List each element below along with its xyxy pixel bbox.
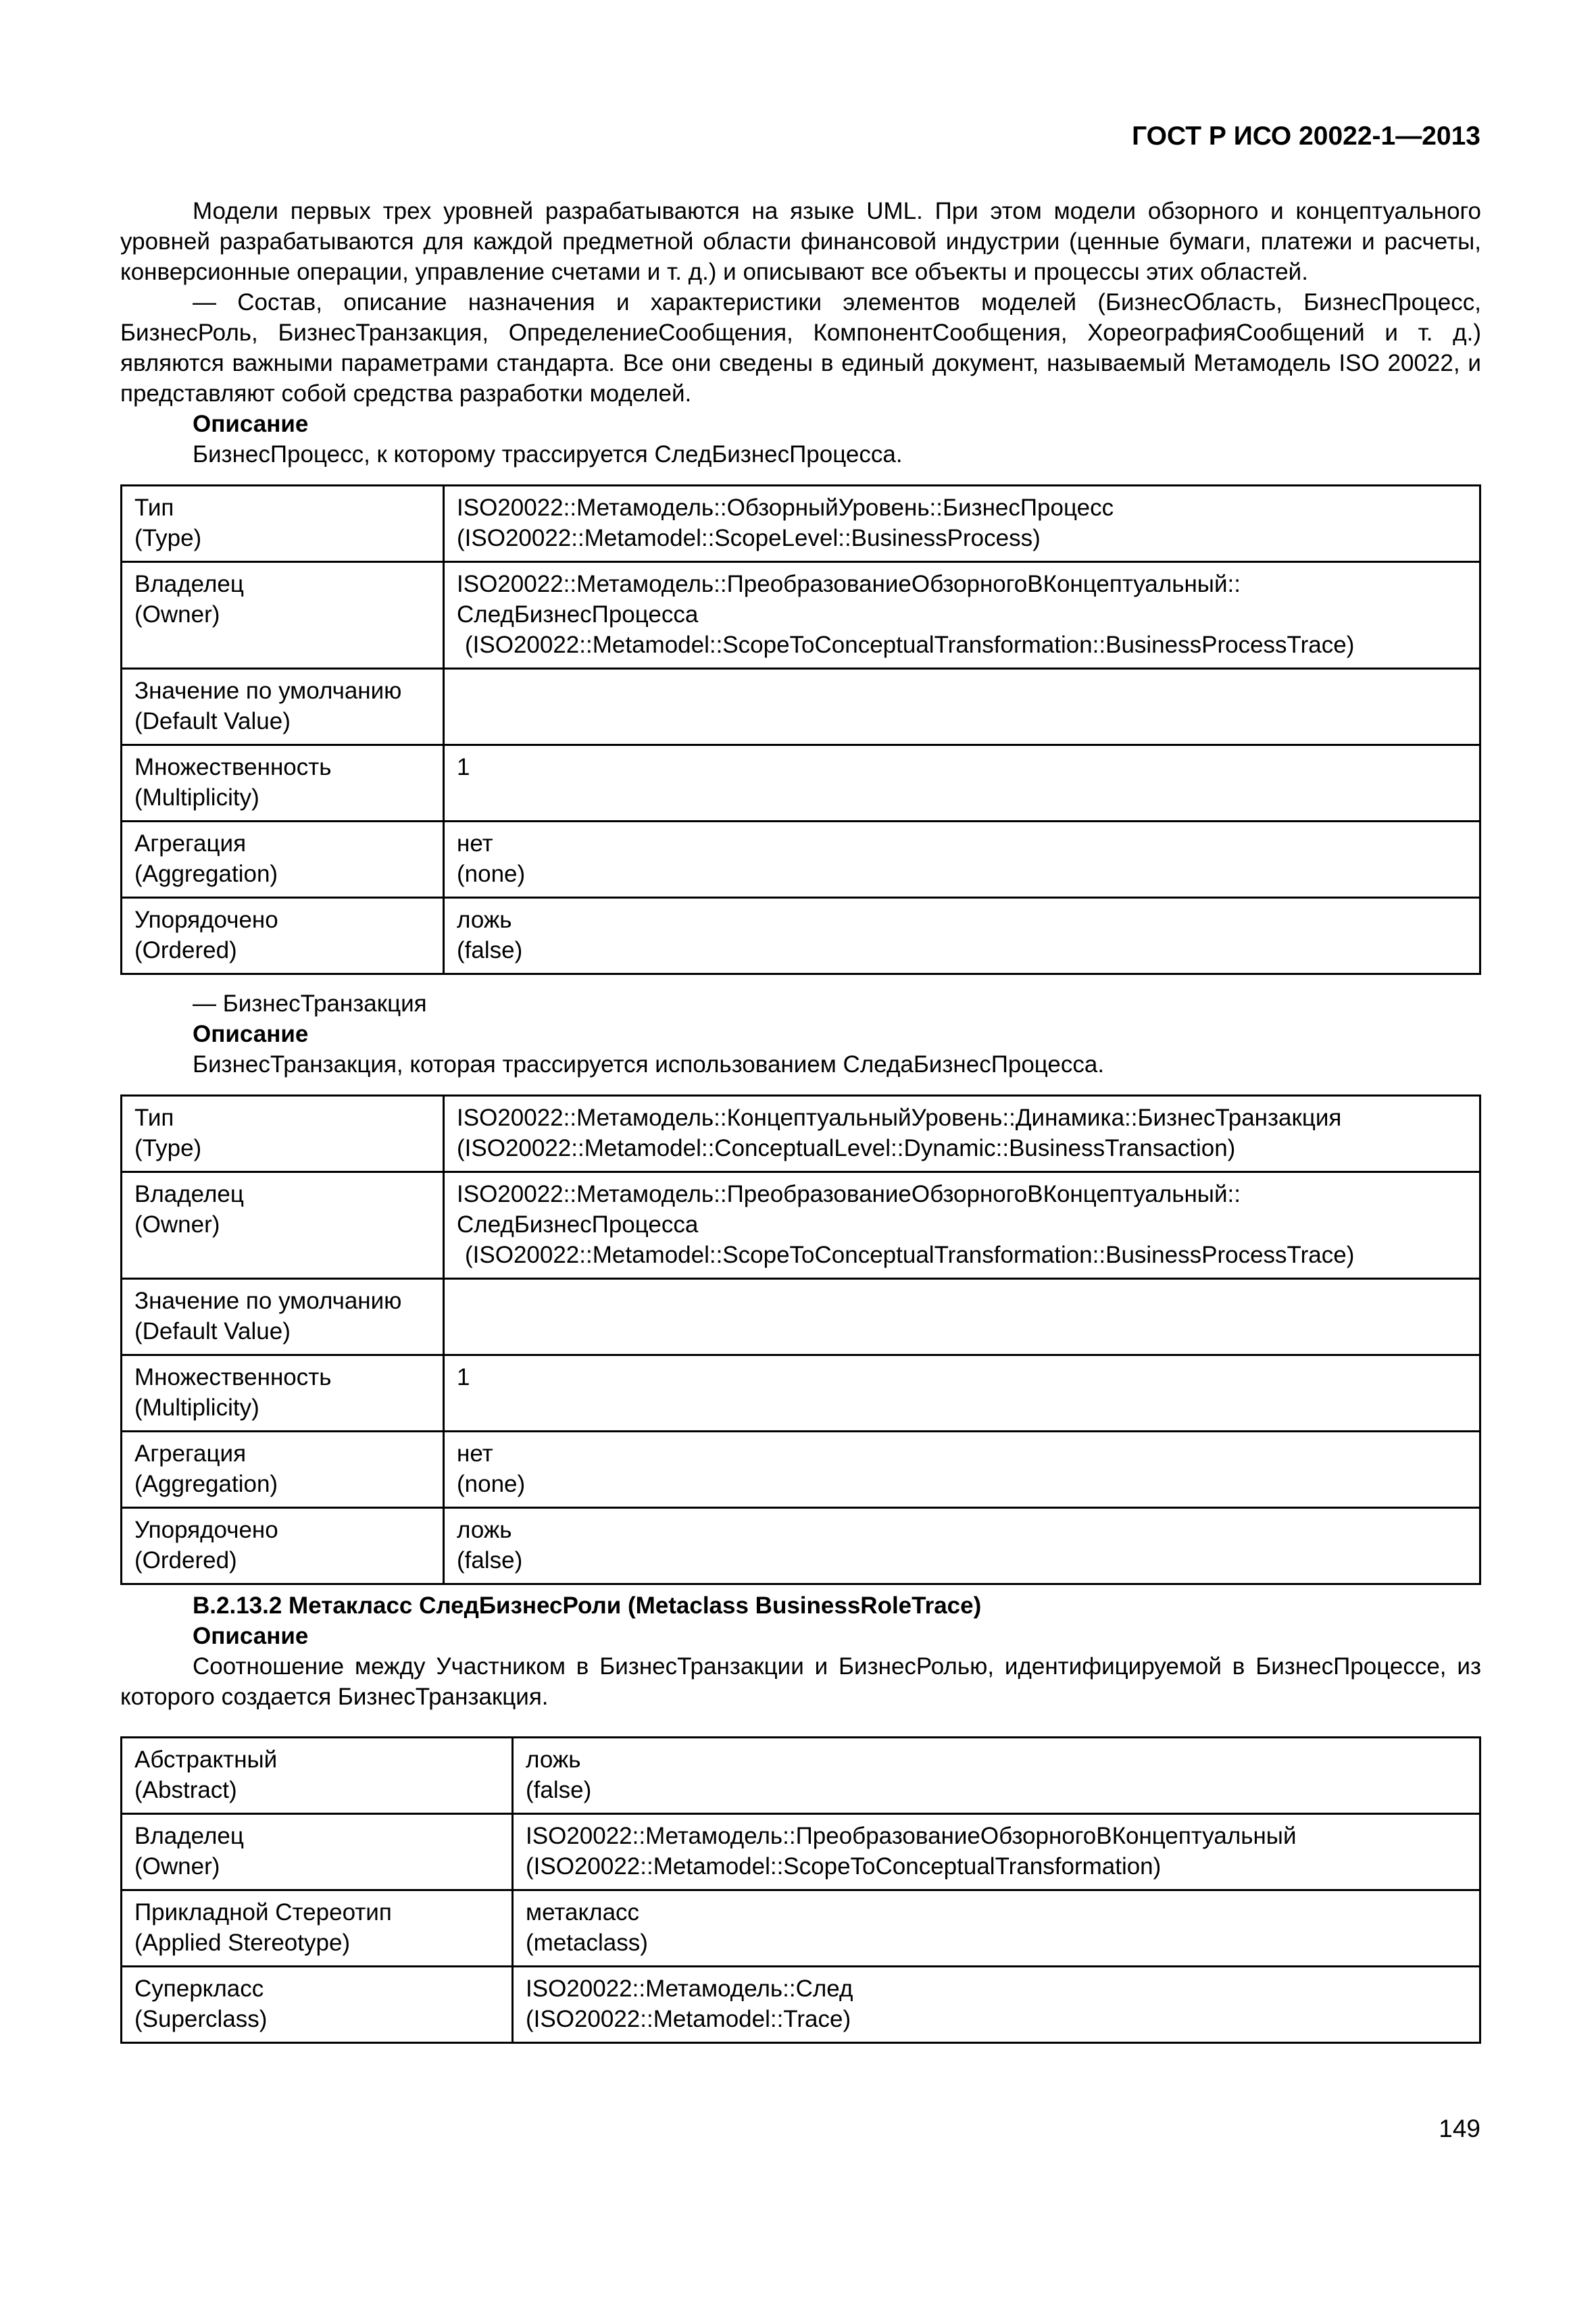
table-row bbox=[122, 486, 1480, 562]
property-label bbox=[122, 1432, 444, 1508]
property-value bbox=[513, 1738, 1480, 1814]
property-label-en: (Owner) bbox=[134, 601, 220, 628]
table-row bbox=[122, 1355, 1480, 1432]
property-label-ru: Тип bbox=[134, 495, 174, 521]
table-row bbox=[122, 822, 1480, 898]
properties-table-business-process bbox=[120, 484, 1481, 975]
table-row bbox=[122, 562, 1480, 669]
document-header: ГОСТ Р ИСО 20022-1—2013 bbox=[1132, 122, 1480, 151]
property-label bbox=[122, 1967, 513, 2043]
property-value bbox=[444, 1096, 1480, 1172]
property-value bbox=[444, 1508, 1480, 1584]
property-label-ru: Агрегация bbox=[134, 830, 247, 857]
property-label-en: (Ordered) bbox=[134, 1547, 237, 1574]
property-value-line: ISO20022::Метамодель::ПреобразованиеОбзорногоВКонцептуальный bbox=[526, 1823, 1297, 1849]
properties-table-business-role-trace bbox=[120, 1736, 1481, 2044]
property-value-line: (metaclass) bbox=[526, 1930, 648, 1956]
description-text-2: БизнесТранзакция, которая трассируется использованием СледаБизнесПроцесса. bbox=[193, 1051, 1105, 1078]
property-label-en: (Abstract) bbox=[134, 1777, 237, 1803]
property-value-line: метакласс bbox=[526, 1899, 640, 1926]
table-row bbox=[122, 745, 1480, 822]
property-label-ru: Прикладной Стереотип bbox=[134, 1899, 392, 1926]
property-label-ru: Значение по умолчанию bbox=[134, 678, 402, 704]
property-label-ru: Владелец bbox=[134, 1181, 244, 1207]
property-value-line: СледБизнесПроцесса bbox=[457, 601, 699, 628]
property-label-en: (Default Value) bbox=[134, 1318, 291, 1344]
property-value-line: нет bbox=[457, 830, 493, 857]
property-value bbox=[444, 669, 1480, 745]
property-label bbox=[122, 1508, 444, 1584]
property-label-en: (Superclass) bbox=[134, 2006, 268, 2032]
property-label-ru: Множественность bbox=[134, 1364, 332, 1390]
property-value-line: 1 bbox=[457, 754, 470, 780]
intro-paragraph-1: Модели первых трех уровней разрабатываются на языке UML. При этом модели обзорного и концептуального уровней разрабатываются для каждой предметной области финансовой индустрии (ценные бумаги, платежи и расчеты, конверсионные операции, управление счетами и т. д.) и описывают все объекты и процессы этих областей. bbox=[120, 198, 1481, 285]
property-value-line: ложь bbox=[457, 907, 512, 933]
section-heading-metaclass: В.2.13.2 Метакласс СледБизнесРоли (Metaclass BusinessRoleTrace) bbox=[193, 1592, 982, 1619]
property-label-en: (Type) bbox=[134, 1135, 202, 1161]
property-label bbox=[122, 898, 444, 974]
property-label-en: (Ordered) bbox=[134, 937, 237, 963]
property-value-line: ложь bbox=[457, 1517, 512, 1543]
property-label-ru: Владелец bbox=[134, 571, 244, 597]
property-value-line: (ISO20022::Metamodel::ScopeToConceptualTransformation::BusinessProcessTrace) bbox=[465, 632, 1355, 658]
property-label bbox=[122, 1890, 513, 1967]
property-value bbox=[513, 1814, 1480, 1890]
property-value-line: (ISO20022::Metamodel::ConceptualLevel::Dynamic::BusinessTransaction) bbox=[457, 1135, 1236, 1161]
property-value-line: (false) bbox=[457, 1547, 523, 1574]
property-label-ru: Тип bbox=[134, 1105, 174, 1131]
property-value-line: (false) bbox=[526, 1777, 592, 1803]
property-value bbox=[444, 1355, 1480, 1432]
property-value-line: ISO20022::Метамодель::ОбзорныйУровень::БизнесПроцесс bbox=[457, 495, 1114, 521]
property-value-line: ложь bbox=[526, 1746, 581, 1773]
property-value-line: СледБизнесПроцесса bbox=[457, 1211, 699, 1238]
property-label-en: (Default Value) bbox=[134, 708, 291, 734]
property-label bbox=[122, 822, 444, 898]
property-value-line: 1 bbox=[457, 1364, 470, 1390]
table-row bbox=[122, 1967, 1480, 2043]
table-row bbox=[122, 1172, 1480, 1279]
property-label bbox=[122, 486, 444, 562]
property-label-ru: Упорядочено bbox=[134, 1517, 278, 1543]
property-value-line: ISO20022::Метамодель::ПреобразованиеОбзорногоВКонцептуальный:: bbox=[457, 571, 1241, 597]
description-heading-2: Описание bbox=[193, 1021, 309, 1047]
property-label-en: (Owner) bbox=[134, 1211, 220, 1238]
description-heading-1: Описание bbox=[193, 411, 309, 437]
property-value-line: нет bbox=[457, 1440, 493, 1467]
property-value bbox=[444, 1432, 1480, 1508]
property-label bbox=[122, 669, 444, 745]
property-value-line: (ISO20022::Metamodel::ScopeToConceptualTransformation) bbox=[526, 1853, 1162, 1880]
property-label-en: (Owner) bbox=[134, 1853, 220, 1880]
property-label-ru: Суперкласс bbox=[134, 1976, 264, 2002]
list-item-business-transaction: — БизнесТранзакция bbox=[193, 990, 427, 1017]
property-label-ru: Владелец bbox=[134, 1823, 244, 1849]
property-value-line: (ISO20022::Metamodel::ScopeLevel::BusinessProcess) bbox=[457, 525, 1041, 551]
table-row bbox=[122, 1432, 1480, 1508]
property-value bbox=[513, 1967, 1480, 2043]
property-label-ru: Множественность bbox=[134, 754, 332, 780]
description-heading-3: Описание bbox=[193, 1623, 309, 1649]
property-label-en: (Aggregation) bbox=[134, 1471, 278, 1497]
properties-table-business-transaction bbox=[120, 1095, 1481, 1585]
property-value-line: (false) bbox=[457, 937, 523, 963]
table-row bbox=[122, 1096, 1480, 1172]
property-label bbox=[122, 1279, 444, 1355]
description-text-1: БизнесПроцесс, к которому трассируется СледБизнесПроцесса. bbox=[193, 441, 903, 468]
property-value bbox=[444, 1279, 1480, 1355]
property-value bbox=[444, 1172, 1480, 1279]
property-value-line: (ISO20022::Metamodel::Trace) bbox=[526, 2006, 851, 2032]
property-value bbox=[444, 898, 1480, 974]
property-label bbox=[122, 1096, 444, 1172]
property-value-line: (ISO20022::Metamodel::ScopeToConceptualTransformation::BusinessProcessTrace) bbox=[465, 1242, 1355, 1268]
property-label-ru: Упорядочено bbox=[134, 907, 278, 933]
table-row bbox=[122, 1738, 1480, 1814]
property-label-en: (Multiplicity) bbox=[134, 784, 259, 811]
property-label bbox=[122, 1738, 513, 1814]
property-label-en: (Applied Stereotype) bbox=[134, 1930, 351, 1956]
property-value-line: (none) bbox=[457, 1471, 526, 1497]
table-row bbox=[122, 1814, 1480, 1890]
property-value bbox=[513, 1890, 1480, 1967]
property-label-ru: Абстрактный bbox=[134, 1746, 278, 1773]
intro-paragraph-2: — Состав, описание назначения и характеристики элементов моделей (БизнесОбласть, БизнесПроцесс, БизнесРоль, БизнесТранзакция, ОпределениеСообщения, КомпонентСообщения, ХореографияСообщений и т. д.) являются важными параметрами стандарта. Все они сведены в единый документ, называемый Метамодель ISO 20022, и представляют собой средства разработки моделей. bbox=[120, 289, 1481, 407]
property-label-en: (Type) bbox=[134, 525, 202, 551]
property-label-en: (Multiplicity) bbox=[134, 1394, 259, 1421]
property-label-ru: Агрегация bbox=[134, 1440, 247, 1467]
table-row bbox=[122, 1508, 1480, 1584]
table-row bbox=[122, 669, 1480, 745]
property-value-line: ISO20022::Метамодель::ПреобразованиеОбзорногоВКонцептуальный:: bbox=[457, 1181, 1241, 1207]
property-value-line: (none) bbox=[457, 861, 526, 887]
page-content bbox=[120, 196, 1481, 2057]
page-number: 149 bbox=[1439, 2115, 1480, 2142]
property-value-line: ISO20022::Метамодель::След bbox=[526, 1976, 853, 2002]
table-row bbox=[122, 898, 1480, 974]
property-value bbox=[444, 745, 1480, 822]
property-value bbox=[444, 562, 1480, 669]
property-label bbox=[122, 562, 444, 669]
property-value bbox=[444, 822, 1480, 898]
table-row bbox=[122, 1279, 1480, 1355]
property-label-ru: Значение по умолчанию bbox=[134, 1288, 402, 1314]
property-label bbox=[122, 745, 444, 822]
description-text-3: Соотношение между Участником в БизнесТранзакции и БизнесРолью, идентифицируемой в БизнесПроцессе, из которого создается БизнесТранзакция. bbox=[120, 1653, 1481, 1710]
property-label-en: (Aggregation) bbox=[134, 861, 278, 887]
property-value bbox=[444, 486, 1480, 562]
property-value-line: ISO20022::Метамодель::КонцептуальныйУровень::Динамика::БизнесТранзакция bbox=[457, 1105, 1342, 1131]
table-row bbox=[122, 1890, 1480, 1967]
property-label bbox=[122, 1814, 513, 1890]
property-label bbox=[122, 1172, 444, 1279]
property-label bbox=[122, 1355, 444, 1432]
